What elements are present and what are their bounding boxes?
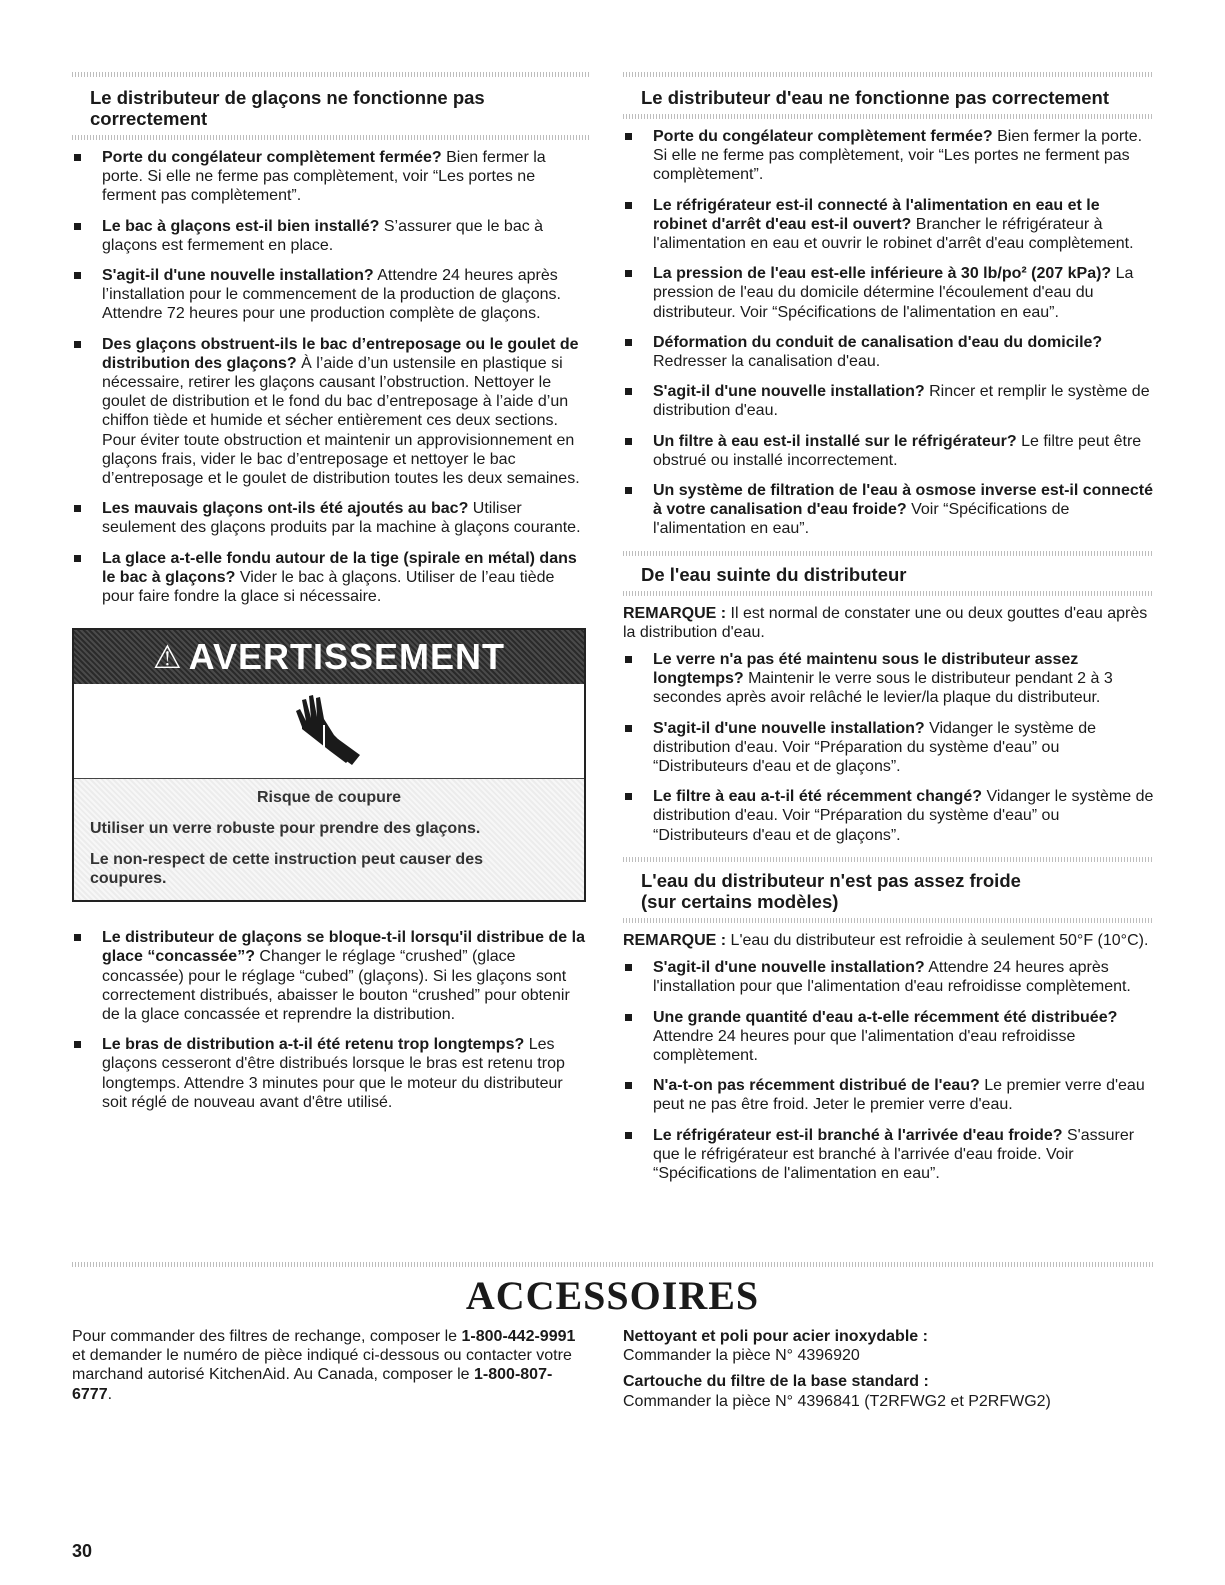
left-column — [72, 72, 590, 1123]
cold-water-header — [623, 857, 1154, 923]
list-item: Des glaçons obstruent-ils le bac d’entreposage ou le goulet de distribution des glaçons? À l’aide d’un ustensile en plastique si nécessaire, retirer les glaçons causant l’obstruction. Nettoyer le goulet de distribution et le fond du bac d’entreposage à l’aide d’un chiffon tiède et humide et sécher entièrement ces deux sections. Pour éviter toute obstruction et maintenir un approvisionnement en glaçons frais, vider le bac d’entreposage et nettoyer le bac d’entreposage et le goulet de distribution toutes les deux semaines. — [72, 335, 590, 489]
leak-list — [623, 650, 1154, 845]
water-dispenser-list — [623, 127, 1154, 539]
phone-number-us: 1-800-442-9991 — [461, 1328, 576, 1345]
list-item: La glace a-t-elle fondu autour de la tige (spirale en métal) dans le bac à glaçons? Vider le bac à glaçons. Utiliser de l’eau tiède pour faire fondre la glace si nécessaire. — [72, 549, 590, 607]
list-item: Un système de filtration de l'eau à osmose inverse est-il connecté à votre canalisation d'eau froide? Voir “Spécifications de l'alimentation en eau”. — [623, 481, 1154, 539]
warning-instruction: Utiliser un verre robuste pour prendre des glaçons. — [90, 820, 481, 838]
list-item: Porte du congélateur complètement fermée? Bien fermer la porte. Si elle ne ferme pas complètement, voir “Les portes ne ferment pas complètement”. — [72, 148, 590, 206]
ice-dispenser-list — [72, 148, 590, 606]
leak-note: REMARQUE : Il est normal de constater une ou deux gouttes d'eau après la distribution d'eau. — [623, 604, 1148, 641]
warning-box — [72, 628, 586, 902]
accessories-title: ACCESSOIRES — [465, 1273, 760, 1318]
ice-dispenser-header — [72, 72, 590, 140]
section-rule — [72, 135, 590, 140]
list-item: Le bras de distribution a-t-il été retenu trop longtemps? Les glaçons cesseront d'être distribués lorsque le bras est retenu trop longtemps. Attendre 3 minutes pour que le moteur du distributeur soit réglé de nouveau avant d'être utilisé. — [72, 1035, 590, 1112]
list-item: S'agit-il d'une nouvelle installation? Vidanger le système de distribution d'eau. Voir “Préparation du système d'eau” ou “Distributeurs d'eau et de glaçons”. — [623, 719, 1154, 777]
cold-water-note: REMARQUE : L'eau du distributeur est refroidie à seulement 50°F (10°C). — [623, 931, 1149, 949]
list-item: Le distributeur de glaçons se bloque-t-il lorsqu'il distribue de la glace “concassée”? Changer le réglage “crushed” (glace concassée) pour le réglage “cubed” (glaçons). Si les glaçons sont correctement distribués, abaisser le bouton “crushed” pour obtenir de la glace concassée et reprendre la distribution. — [72, 928, 590, 1024]
section-rule — [623, 114, 1154, 119]
list-item: Les mauvais glaçons ont-ils été ajoutés au bac? Utiliser seulement des glaçons produits par la machine à glaçons courante. — [72, 499, 590, 537]
list-item: Le verre n'a pas été maintenu sous le distributeur assez longtemps? Maintenir le verre sous le distributeur pendant 2 à 3 secondes après avoir relâché le levier/la plaque du distributeur. — [623, 650, 1154, 708]
part-filter-cartridge: Cartouche du filtre de la base standard : Commander la pièce N° 4396841 (T2RFWG2 et P2RFWG2) — [623, 1373, 1051, 1410]
cut-hand-icon — [284, 689, 374, 773]
list-item: Porte du congélateur complètement fermée? Bien fermer la porte. Si elle ne ferme pas complètement, voir “Les portes ne ferment pas complètement”. — [623, 127, 1154, 185]
list-item: Le filtre à eau a-t-il été récemment changé? Vidanger le système de distribution d'eau. Voir “Préparation du système d'eau” ou “Distributeurs d'eau et de glaçons”. — [623, 787, 1154, 845]
warning-risk: Risque de coupure — [256, 789, 402, 807]
warning-image — [74, 684, 584, 779]
accessories-ordering-text: Pour commander des filtres de rechange, composer le 1-800-442-9991 et demander le numéro de pièce indiqué ci-dessous ou contacter votre marchand autorisé KitchenAid. Au Canada, composer le 1-800-807-6777. — [72, 1328, 576, 1403]
leak-header — [623, 551, 1154, 596]
warning-banner: ⚠ AVERTISSEMENT — [74, 630, 584, 684]
warning-consequence: Le non-respect de cette instruction peut causer des coupures. — [90, 851, 483, 888]
water-dispenser-header — [623, 72, 1154, 119]
section-title: L'eau du distributeur n'est pas assez froide (sur certains modèles) — [641, 869, 1021, 912]
section-title: De l'eau suinte du distributeur — [641, 563, 907, 585]
list-item: N'a-t-on pas récemment distribué de l'eau? Le premier verre d'eau peut ne pas être froid. Jeter le premier verre d'eau. — [623, 1076, 1154, 1114]
accessories-parts — [623, 1327, 1154, 1418]
section-title: Le distributeur de glaçons ne fonctionne pas correctement — [90, 87, 485, 129]
list-item: Le réfrigérateur est-il connecté à l'alimentation en eau et le robinet d'arrêt d'eau est-il ouvert? Brancher le réfrigérateur à l'alimentation en eau et ouvrir le robinet d'arrêt d'eau complètement. — [623, 196, 1154, 254]
warning-triangle-icon: ⚠ — [152, 639, 183, 676]
section-title: Le distributeur d'eau ne fonctionne pas correctement — [641, 87, 1110, 108]
cold-water-list — [623, 958, 1154, 1183]
ice-dispenser-list-continued — [72, 928, 590, 1112]
right-column — [623, 72, 1154, 1194]
list-item: La pression de l'eau est-elle inférieure à 30 lb/po² (207 kPa)? La pression de l'eau du domicile détermine l'écoulement d'eau du distributeur. Voir “Spécifications de l'alimentation en eau”. — [623, 264, 1154, 322]
section-rule — [623, 591, 1154, 596]
list-item: Un filtre à eau est-il installé sur le réfrigérateur? Le filtre peut être obstrué ou installé incorrectement. — [623, 432, 1154, 470]
list-item: S'agit-il d'une nouvelle installation? Attendre 24 heures après l'installation pour que l'alimentation d'eau refroidisse complètement. — [623, 958, 1154, 996]
list-item: S'agit-il d'une nouvelle installation? Rincer et remplir le système de distribution d'eau. — [623, 382, 1154, 420]
part-stainless-cleaner: Nettoyant et poli pour acier inoxydable : Commander la pièce N° 4396920 — [623, 1328, 928, 1365]
warning-body — [74, 779, 584, 900]
list-item: Une grande quantité d'eau a-t-elle récemment été distribuée? Attendre 24 heures pour que l'alimentation d'eau refroidisse complètement. — [623, 1008, 1154, 1066]
page-number: 30 — [72, 1541, 93, 1561]
list-item: Le bac à glaçons est-il bien installé? S’assurer que le bac à glaçons est fermement en place. — [72, 217, 590, 255]
phone-number-canada: 1-800-807-6777 — [72, 1366, 553, 1403]
list-item: Déformation du conduit de canalisation d'eau du domicile? Redresser la canalisation d'eau. — [623, 333, 1154, 371]
section-rule — [623, 918, 1154, 923]
accessories-rule — [72, 1262, 1154, 1267]
list-item: Le réfrigérateur est-il branché à l'arrivée d'eau froide? S'assurer que le réfrigérateur est branché à l'arrivée d'eau froide. Voir “Spécifications de l'alimentation en eau”. — [623, 1126, 1154, 1184]
list-item: S'agit-il d'une nouvelle installation? Attendre 24 heures après l’installation pour le commencement de la production de glaçons. Attendre 72 heures pour une production complète de glaçons. — [72, 266, 590, 324]
